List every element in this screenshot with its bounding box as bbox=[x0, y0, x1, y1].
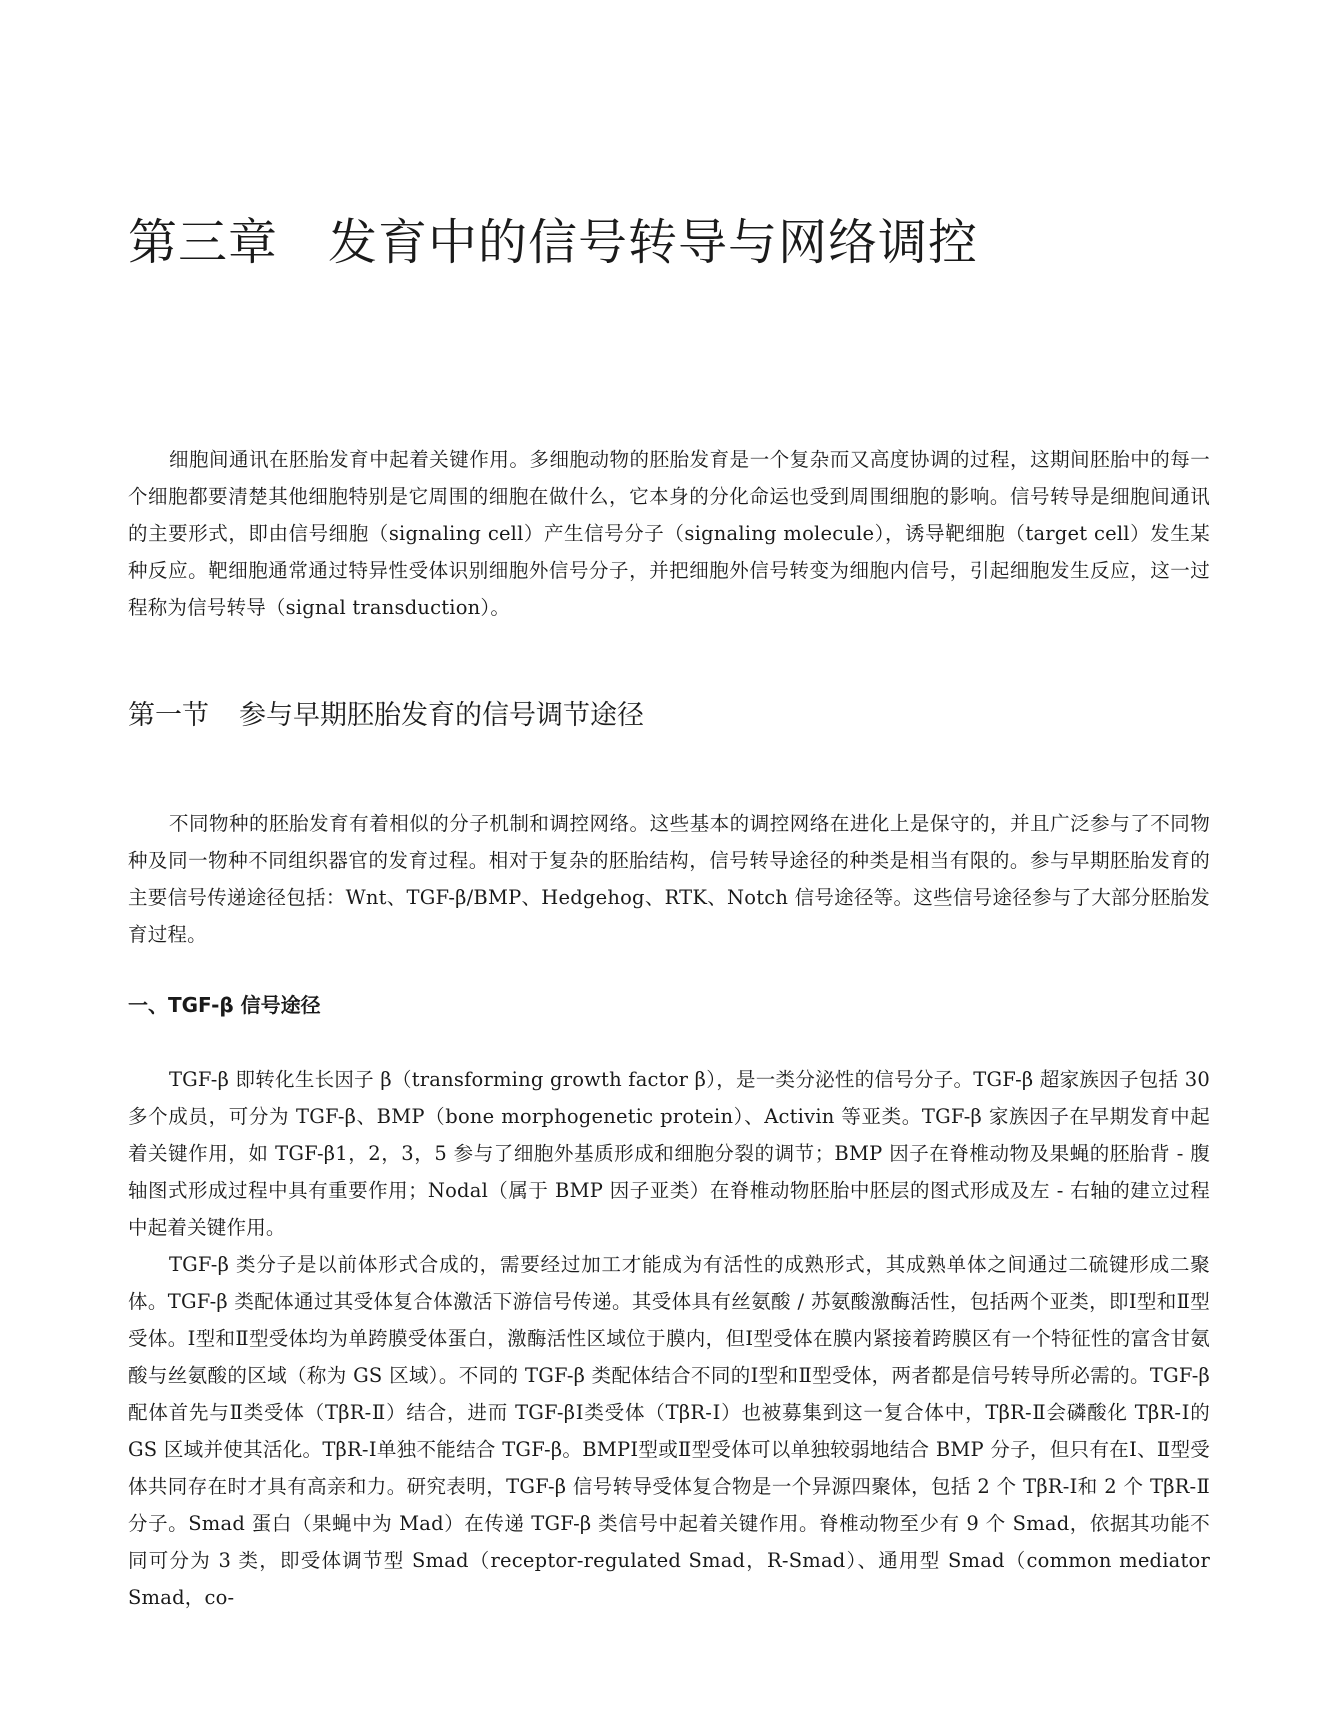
section-intro-block bbox=[128, 805, 1210, 953]
subsection-title: 一、TGF-β 信号途径 bbox=[128, 993, 321, 1017]
chapter-number: 第三章 bbox=[128, 214, 279, 271]
chapter-title bbox=[128, 216, 978, 270]
section-number: 第一节 bbox=[128, 700, 209, 731]
intro-block bbox=[128, 441, 1210, 626]
section-paragraph: 不同物种的胚胎发育有着相似的分子机制和调控网络。这些基本的调控网络在进化上是保守的，并且广泛参与了不同物种及同一物种不同组织器官的发育过程。相对于复杂的胚胎结构，信号转导途径的种类是相当有限的。参与早期胚胎发育的主要信号传递途径包括：Wnt、TGF-β/BMP、Hedgehog、RTK、Notch 信号途径等。这些信号途径参与了大部分胚胎发育过程。 bbox=[128, 812, 1210, 946]
chapter-name: 发育中的信号转导与网络调控 bbox=[328, 214, 979, 271]
body-paragraph-2: TGF-β 类分子是以前体形式合成的，需要经过加工才能成为有活性的成熟形式，其成熟单体之间通过二硫键形成二聚体。TGF-β 类配体通过其受体复合体激活下游信号传递。其受体具有丝氨酸 / 苏氨酸激酶活性，包括两个亚类，即Ⅰ型和Ⅱ型受体。Ⅰ型和Ⅱ型受体均为单跨膜受体蛋白，激酶活性区域位于膜内，但Ⅰ型受体在膜内紧接着跨膜区有一个特征性的富含甘氨酸与丝氨酸的区域（称为 GS 区域）。不同的 TGF-β 类配体结合不同的Ⅰ型和Ⅱ型受体，两者都是信号转导所必需的。TGF-β 配体首先与Ⅱ类受体（TβR-Ⅱ）结合，进而 TGF-βⅠ类受体（TβR-Ⅰ）也被募集到这一复合体中，TβR-Ⅱ会磷酸化 TβR-Ⅰ的 GS 区域并使其活化。TβR-Ⅰ单独不能结合 TGF-β。BMPⅠ型或Ⅱ型受体可以单独较弱地结合 BMP 分子，但只有在Ⅰ、Ⅱ型受体共同存在时才具有高亲和力。研究表明，TGF-β 信号转导受体复合物是一个异源四聚体，包括 2 个 TβR-Ⅰ和 2 个 TβR-Ⅱ分子。Smad 蛋白（果蝇中为 Mad）在传递 TGF-β 类信号中起着关键作用。脊椎动物至少有 9 个 Smad，依据其功能不同可分为 3 类，即受体调节型 Smad（receptor-regulated Smad，R-Smad）、通用型 Smad（common mediator Smad，co- bbox=[128, 1253, 1210, 1609]
intro-paragraph: 细胞间通讯在胚胎发育中起着关键作用。多细胞动物的胚胎发育是一个复杂而又高度协调的过程，这期间胚胎中的每一个细胞都要清楚其他细胞特别是它周围的细胞在做什么，它本身的分化命运也受到周围细胞的影响。信号转导是细胞间通讯的主要形式，即由信号细胞（signaling cell）产生信号分子（signaling molecule），诱导靶细胞（target cell）发生某种反应。靶细胞通常通过特异性受体识别细胞外信号分子，并把细胞外信号转变为细胞内信号，引起细胞发生反应，这一过程称为信号转导（signal transduction）。 bbox=[128, 448, 1210, 619]
section-name: 参与早期胚胎发育的信号调节途径 bbox=[239, 700, 644, 731]
body-paragraph-1: TGF-β 即转化生长因子 β（transforming growth factor β），是一类分泌性的信号分子。TGF-β 超家族因子包括 30 多个成员，可分为 TGF-β、BMP（bone morphogenetic protein）、Activin 等亚类。TGF-β 家族因子在早期发育中起着关键作用，如 TGF-β1，2，3，5 参与了细胞外基质形成和细胞分裂的调节；BMP 因子在脊椎动物及果蝇的胚胎背 - 腹轴图式形成过程中具有重要作用；Nodal（属于 BMP 因子亚类）在脊椎动物胚胎中胚层的图式形成及左 - 右轴的建立过程中起着关键作用。 bbox=[128, 1068, 1210, 1239]
section-title bbox=[128, 700, 644, 732]
subsection-body bbox=[128, 1061, 1210, 1616]
